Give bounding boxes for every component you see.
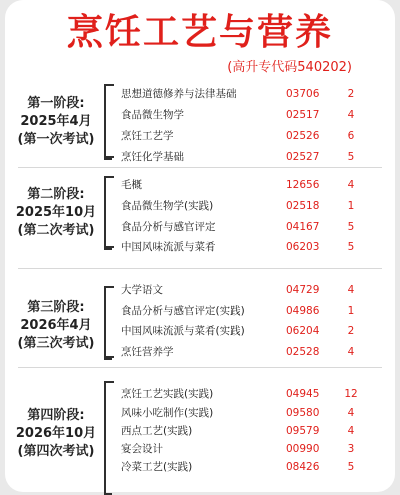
course-code: 04729: [286, 284, 320, 296]
course-name: 烹饪营养学: [121, 346, 174, 358]
table-row: [0, 439, 400, 459]
table-row: [0, 321, 400, 341]
course-code: 04167: [286, 221, 320, 233]
course-code: 02526: [286, 130, 320, 142]
course-credit: 5: [347, 151, 355, 163]
table-row: [0, 237, 400, 257]
stage-4-label-line: (第四次考试): [17, 444, 95, 459]
course-code: 12656: [286, 179, 320, 191]
stage-3-label-line: 2026年4月: [20, 318, 92, 333]
course-code: 03706: [286, 88, 320, 100]
stage-4-label-line: 2026年10月: [15, 426, 97, 441]
stage-2-label-line: 2025年10月: [15, 205, 97, 220]
table-row: [0, 301, 400, 321]
course-credit: 4: [347, 425, 355, 437]
table-row: [0, 403, 400, 423]
course-code: 09580: [286, 407, 320, 419]
stage-2-label-line: (第二次考试): [17, 223, 95, 238]
course-name: 烹饪工艺实践(实践): [121, 388, 214, 400]
table-row: [0, 126, 400, 146]
course-code: 04986: [286, 305, 320, 317]
stage-3-label-line: 第三阶段:: [27, 300, 85, 315]
course-credit: 1: [347, 305, 355, 317]
course-name: 烹饪化学基础: [121, 151, 184, 163]
course-code: 06203: [286, 241, 320, 253]
table-row: [0, 384, 400, 404]
program-code-subtitle: (高升专代码540202): [227, 60, 352, 75]
course-credit: 4: [347, 109, 355, 121]
course-credit: 5: [347, 461, 355, 473]
table-row: [0, 147, 400, 167]
course-credit: 5: [347, 241, 355, 253]
course-name: 思想道德修养与法律基础: [121, 88, 237, 100]
course-code: 02518: [286, 200, 320, 212]
course-name: 宴会设计: [121, 443, 163, 455]
course-credit: 2: [347, 325, 355, 337]
course-code: 06204: [286, 325, 320, 337]
course-credit: 5: [347, 221, 355, 233]
course-code: 09579: [286, 425, 320, 437]
stage-2-label-line: 第二阶段:: [27, 187, 85, 202]
course-code: 02528: [286, 346, 320, 358]
course-credit: 2: [347, 88, 355, 100]
stage-1-label-line: 第一阶段:: [27, 96, 85, 111]
course-credit: 1: [347, 200, 355, 212]
course-name: 中国风味流派与菜肴: [121, 241, 216, 253]
stage-3-label-line: (第三次考试): [17, 336, 95, 351]
table-row: [0, 175, 400, 195]
course-name: 毛概: [121, 179, 142, 191]
stage-1-label-line: 2025年4月: [20, 114, 92, 129]
course-name: 食品微生物学: [121, 109, 184, 121]
course-code: 08426: [286, 461, 320, 473]
course-credit: 6: [347, 130, 355, 142]
course-credit: 12: [344, 388, 358, 400]
course-code: 04945: [286, 388, 320, 400]
course-credit: 3: [347, 443, 355, 455]
course-name: 冷菜工艺(实践): [121, 461, 193, 473]
table-row: [0, 196, 400, 216]
bracket-tick: [104, 381, 114, 383]
course-code: 02527: [286, 151, 320, 163]
table-row: [0, 84, 400, 104]
course-credit: 4: [347, 179, 355, 191]
table-row: [0, 217, 400, 237]
section-divider: [18, 268, 382, 269]
course-name: 中国风味流派与菜肴(实践): [121, 325, 245, 337]
course-name: 西点工艺(实践): [121, 425, 193, 437]
course-name: 风味小吃制作(实践): [121, 407, 214, 419]
stage-4-label-line: 第四阶段:: [27, 408, 85, 423]
section-divider: [18, 167, 382, 168]
table-row: [0, 105, 400, 125]
course-name: 食品分析与感官评定(实践): [121, 305, 245, 317]
table-row: [0, 421, 400, 441]
table-row: [0, 342, 400, 362]
page-title: 烹饪工艺与营养: [66, 12, 333, 53]
course-name: 大学语文: [121, 284, 163, 296]
table-row: [0, 457, 400, 477]
course-name: 烹饪工艺学: [121, 130, 174, 142]
course-code: 00990: [286, 443, 320, 455]
stage-1-label-line: (第一次考试): [17, 132, 95, 147]
course-credit: 4: [347, 407, 355, 419]
course-code: 02517: [286, 109, 320, 121]
course-name: 食品微生物学(实践): [121, 200, 214, 212]
section-divider: [18, 367, 382, 368]
course-name: 食品分析与感官评定: [121, 221, 216, 233]
course-credit: 4: [347, 346, 355, 358]
course-credit: 4: [347, 284, 355, 296]
table-row: [0, 280, 400, 300]
